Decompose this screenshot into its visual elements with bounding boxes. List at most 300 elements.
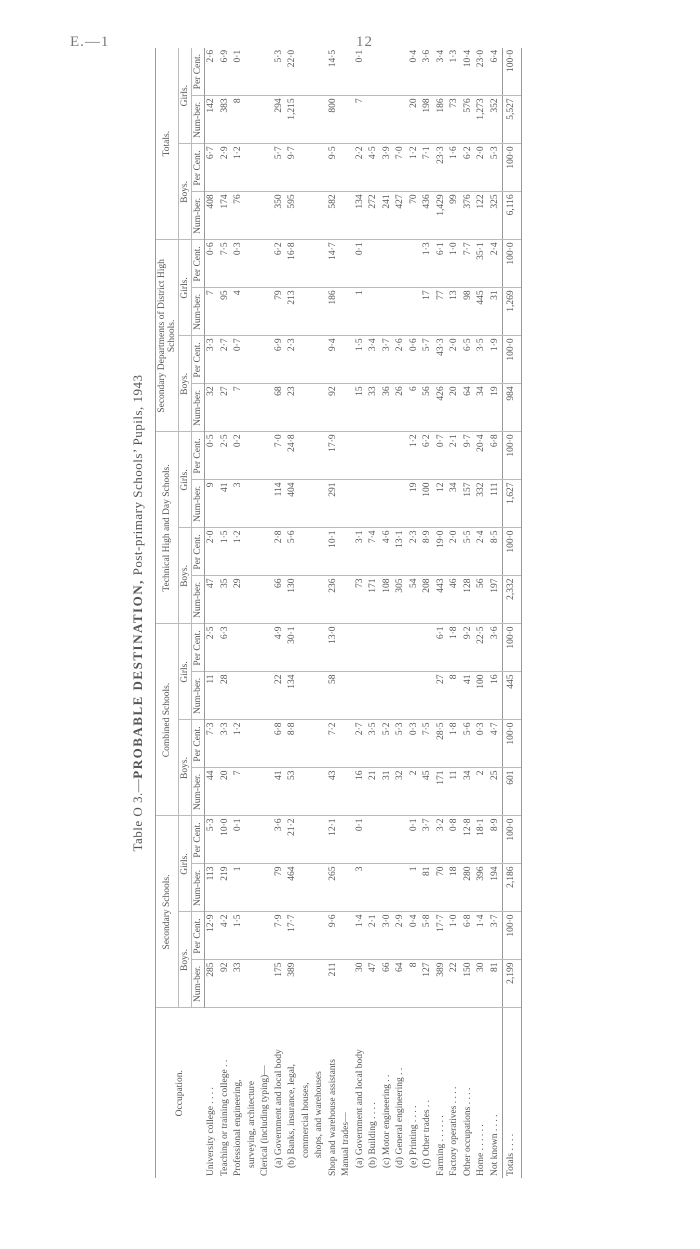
percent-header: Per Cent. bbox=[192, 912, 205, 960]
percent-cell bbox=[381, 432, 395, 480]
number-header: Num-ber. bbox=[192, 288, 205, 336]
number-cell: 5,527 bbox=[503, 96, 522, 144]
number-cell: 186 bbox=[327, 288, 341, 336]
number-cell bbox=[313, 768, 327, 816]
percent-cell: 9·4 bbox=[327, 336, 341, 384]
number-cell: 15 bbox=[354, 384, 368, 432]
percent-cell bbox=[259, 816, 273, 864]
table-row bbox=[408, 48, 422, 1178]
number-cell bbox=[259, 672, 273, 720]
number-cell: 197 bbox=[489, 576, 503, 624]
number-cell: 174 bbox=[219, 192, 233, 240]
number-cell bbox=[313, 288, 327, 336]
percent-cell bbox=[381, 624, 395, 672]
occupation-label: Other occupations . . . . bbox=[462, 1087, 473, 1176]
number-cell bbox=[259, 960, 273, 1008]
number-cell: 16 bbox=[354, 768, 368, 816]
number-cell bbox=[232, 672, 246, 720]
percent-cell: 10·4 bbox=[462, 48, 476, 96]
percent-cell: 28·5 bbox=[435, 720, 449, 768]
number-cell: 1,429 bbox=[435, 192, 449, 240]
number-cell: 576 bbox=[462, 96, 476, 144]
number-cell: 408 bbox=[205, 192, 219, 240]
percent-cell: 3·7 bbox=[381, 336, 395, 384]
number-cell bbox=[313, 192, 327, 240]
percent-cell: 6·5 bbox=[462, 336, 476, 384]
number-cell: 35 bbox=[219, 576, 233, 624]
number-cell: 41 bbox=[273, 768, 287, 816]
number-cell: 8 bbox=[448, 672, 462, 720]
percent-cell bbox=[367, 624, 381, 672]
percent-cell: 14·5 bbox=[327, 48, 341, 96]
percent-header: Per Cent. bbox=[192, 816, 205, 864]
number-cell: 389 bbox=[286, 960, 300, 1008]
percent-header: Per Cent. bbox=[192, 144, 205, 192]
percent-cell: 3·0 bbox=[381, 912, 395, 960]
percent-cell: 5·5 bbox=[462, 528, 476, 576]
number-cell: 150 bbox=[462, 960, 476, 1008]
number-cell bbox=[367, 864, 381, 912]
percent-cell: 2·2 bbox=[354, 144, 368, 192]
number-cell: 46 bbox=[448, 576, 462, 624]
number-cell bbox=[300, 864, 314, 912]
number-cell: 2,332 bbox=[503, 576, 522, 624]
number-cell: 236 bbox=[327, 576, 341, 624]
percent-cell: 1·5 bbox=[219, 528, 233, 576]
percent-cell: 2·9 bbox=[394, 912, 408, 960]
percent-cell: 17·7 bbox=[435, 912, 449, 960]
percent-cell: 6·8 bbox=[489, 432, 503, 480]
number-cell: 305 bbox=[394, 576, 408, 624]
percent-cell: 0·6 bbox=[408, 336, 422, 384]
group-header: Combined Schools. bbox=[156, 624, 179, 816]
percent-cell: 14·7 bbox=[327, 240, 341, 288]
percent-cell: 2·0 bbox=[448, 528, 462, 576]
destination-table bbox=[155, 48, 522, 1178]
number-cell: 7 bbox=[232, 384, 246, 432]
percent-cell: 100·0 bbox=[503, 720, 522, 768]
percent-cell: 7·1 bbox=[421, 144, 435, 192]
percent-cell: 2·9 bbox=[219, 144, 233, 192]
percent-cell: 0·1 bbox=[232, 48, 246, 96]
percent-cell: 6·1 bbox=[435, 624, 449, 672]
percent-cell: 5·7 bbox=[273, 144, 287, 192]
percent-cell bbox=[300, 144, 314, 192]
number-cell: 64 bbox=[462, 384, 476, 432]
percent-cell: 5·7 bbox=[421, 336, 435, 384]
number-cell bbox=[340, 576, 354, 624]
number-cell bbox=[246, 384, 260, 432]
number-cell bbox=[354, 672, 368, 720]
percent-cell: 24·8 bbox=[286, 432, 300, 480]
boys-header: Boys. bbox=[179, 336, 192, 432]
occupation-label: (d) General engineering . . bbox=[395, 1067, 405, 1168]
percent-cell: 100·0 bbox=[503, 624, 522, 672]
number-cell bbox=[408, 288, 422, 336]
percent-cell bbox=[313, 48, 327, 96]
percent-cell: 4·9 bbox=[273, 624, 287, 672]
number-cell: 33 bbox=[367, 384, 381, 432]
percent-cell: 1·2 bbox=[232, 720, 246, 768]
percent-cell: 100·0 bbox=[503, 432, 522, 480]
percent-cell bbox=[259, 48, 273, 96]
number-cell: 9 bbox=[205, 480, 219, 528]
percent-cell: 6·3 bbox=[219, 624, 233, 672]
number-cell: 66 bbox=[381, 960, 395, 1008]
number-cell: 171 bbox=[367, 576, 381, 624]
percent-cell: 2·7 bbox=[354, 720, 368, 768]
percent-header: Per Cent. bbox=[192, 336, 205, 384]
percent-cell: 0·5 bbox=[205, 432, 219, 480]
number-cell: 800 bbox=[327, 96, 341, 144]
girls-header: Girls. bbox=[179, 432, 192, 528]
number-cell bbox=[300, 192, 314, 240]
number-cell bbox=[381, 288, 395, 336]
percent-cell: 2·0 bbox=[475, 144, 489, 192]
percent-cell: 9·7 bbox=[462, 432, 476, 480]
number-cell: 111 bbox=[489, 480, 503, 528]
percent-cell: 1·5 bbox=[232, 912, 246, 960]
number-cell: 426 bbox=[435, 384, 449, 432]
number-cell: 1,215 bbox=[286, 96, 300, 144]
number-cell: 32 bbox=[394, 768, 408, 816]
number-cell: 4 bbox=[232, 288, 246, 336]
table-row bbox=[435, 48, 449, 1178]
percent-cell: 0·1 bbox=[354, 240, 368, 288]
boys-header: Boys. bbox=[179, 720, 192, 816]
percent-cell: 8·9 bbox=[489, 816, 503, 864]
number-cell: 1 bbox=[408, 864, 422, 912]
number-cell bbox=[300, 672, 314, 720]
percent-cell: 3·3 bbox=[205, 336, 219, 384]
percent-cell bbox=[340, 48, 354, 96]
percent-cell: 0·1 bbox=[232, 816, 246, 864]
table-row bbox=[313, 48, 327, 1178]
percent-cell: 12·1 bbox=[327, 816, 341, 864]
percent-cell bbox=[259, 720, 273, 768]
percent-cell: 3·5 bbox=[475, 336, 489, 384]
number-cell bbox=[259, 96, 273, 144]
percent-cell bbox=[300, 528, 314, 576]
occupation-label: Farming . . . . . . bbox=[435, 1115, 446, 1176]
percent-cell: 4·7 bbox=[489, 720, 503, 768]
percent-cell bbox=[394, 48, 408, 96]
number-cell: 21 bbox=[367, 768, 381, 816]
number-cell: 34 bbox=[475, 384, 489, 432]
percent-cell: 2·1 bbox=[367, 912, 381, 960]
number-cell: 27 bbox=[435, 672, 449, 720]
number-cell: 352 bbox=[489, 96, 503, 144]
number-header: Num-ber. bbox=[192, 384, 205, 432]
number-cell bbox=[300, 480, 314, 528]
percent-cell: 9·7 bbox=[286, 144, 300, 192]
percent-cell: 0·3 bbox=[232, 240, 246, 288]
percent-cell: 0·7 bbox=[435, 432, 449, 480]
percent-cell bbox=[394, 624, 408, 672]
table-row bbox=[286, 48, 300, 1178]
number-cell: 19 bbox=[408, 480, 422, 528]
number-cell: 443 bbox=[435, 576, 449, 624]
number-cell: 29 bbox=[232, 576, 246, 624]
number-header: Num-ber. bbox=[192, 576, 205, 624]
number-cell bbox=[246, 192, 260, 240]
percent-cell bbox=[340, 528, 354, 576]
percent-cell: 9·6 bbox=[327, 912, 341, 960]
number-cell: 582 bbox=[327, 192, 341, 240]
percent-cell: 1·2 bbox=[232, 528, 246, 576]
number-cell bbox=[300, 384, 314, 432]
number-cell: 1 bbox=[354, 288, 368, 336]
percent-cell bbox=[246, 912, 260, 960]
number-cell: 30 bbox=[475, 960, 489, 1008]
number-cell: 79 bbox=[273, 864, 287, 912]
table-row bbox=[475, 48, 489, 1178]
number-header: Num-ber. bbox=[192, 192, 205, 240]
table-row bbox=[448, 48, 462, 1178]
number-cell: 99 bbox=[448, 192, 462, 240]
percent-cell: 0·4 bbox=[408, 912, 422, 960]
percent-cell: 7·3 bbox=[205, 720, 219, 768]
number-cell: 294 bbox=[273, 96, 287, 144]
occupation-label: University college . . . . bbox=[205, 1087, 216, 1176]
percent-header: Per Cent. bbox=[192, 624, 205, 672]
percent-cell: 3·7 bbox=[421, 816, 435, 864]
number-cell: 211 bbox=[327, 960, 341, 1008]
number-cell: 2 bbox=[475, 768, 489, 816]
number-cell bbox=[394, 480, 408, 528]
number-cell: 332 bbox=[475, 480, 489, 528]
percent-cell: 6·8 bbox=[462, 912, 476, 960]
percent-cell: 5·6 bbox=[462, 720, 476, 768]
table-row bbox=[232, 48, 246, 1178]
percent-cell: 21·2 bbox=[286, 816, 300, 864]
number-cell: 157 bbox=[462, 480, 476, 528]
number-cell: 18 bbox=[448, 864, 462, 912]
percent-cell: 4·6 bbox=[381, 528, 395, 576]
percent-cell bbox=[259, 432, 273, 480]
number-cell: 350 bbox=[273, 192, 287, 240]
percent-cell: 1·6 bbox=[448, 144, 462, 192]
percent-cell: 1·8 bbox=[448, 720, 462, 768]
percent-cell: 2·6 bbox=[205, 48, 219, 96]
occupation-label: (f) Other trades . . bbox=[422, 1099, 432, 1168]
number-cell: 12 bbox=[435, 480, 449, 528]
number-cell: 81 bbox=[489, 960, 503, 1008]
occupation-label: Teaching or training college . . bbox=[219, 1059, 230, 1176]
boys-header: Boys. bbox=[179, 528, 192, 624]
percent-cell: 6·4 bbox=[489, 48, 503, 96]
table-row bbox=[367, 48, 381, 1178]
percent-cell bbox=[313, 432, 327, 480]
number-cell: 68 bbox=[273, 384, 287, 432]
number-cell: 32 bbox=[205, 384, 219, 432]
percent-cell bbox=[259, 624, 273, 672]
percent-cell: 2·1 bbox=[448, 432, 462, 480]
number-cell: 142 bbox=[205, 96, 219, 144]
number-cell: 134 bbox=[354, 192, 368, 240]
percent-cell: 3·4 bbox=[367, 336, 381, 384]
percent-cell: 100·0 bbox=[503, 336, 522, 384]
number-cell: 427 bbox=[394, 192, 408, 240]
table-row bbox=[259, 48, 273, 1178]
number-cell: 445 bbox=[503, 672, 522, 720]
girls-header: Girls. bbox=[179, 240, 192, 336]
number-cell bbox=[381, 864, 395, 912]
percent-cell: 7·9 bbox=[273, 912, 287, 960]
number-cell: 41 bbox=[219, 480, 233, 528]
number-cell: 41 bbox=[462, 672, 476, 720]
number-cell bbox=[246, 672, 260, 720]
number-cell bbox=[300, 576, 314, 624]
number-cell: 58 bbox=[327, 672, 341, 720]
percent-cell: 7·0 bbox=[394, 144, 408, 192]
number-cell bbox=[300, 288, 314, 336]
percent-cell bbox=[367, 240, 381, 288]
percent-cell: 13·1 bbox=[394, 528, 408, 576]
percent-cell bbox=[313, 336, 327, 384]
number-cell: 6,116 bbox=[503, 192, 522, 240]
occupation-label: Clerical (including typing)— bbox=[260, 1065, 270, 1176]
table-row bbox=[273, 48, 287, 1178]
percent-cell: 8·9 bbox=[421, 528, 435, 576]
number-header: Num-ber. bbox=[192, 672, 205, 720]
number-cell: 2,199 bbox=[503, 960, 522, 1008]
percent-cell: 4·2 bbox=[219, 912, 233, 960]
percent-cell: 10·0 bbox=[219, 816, 233, 864]
number-cell: 128 bbox=[462, 576, 476, 624]
percent-cell: 7·5 bbox=[421, 720, 435, 768]
number-cell: 92 bbox=[219, 960, 233, 1008]
percent-cell: 2·7 bbox=[219, 336, 233, 384]
percent-cell: 2·4 bbox=[475, 528, 489, 576]
number-cell bbox=[313, 96, 327, 144]
number-cell bbox=[246, 864, 260, 912]
number-cell bbox=[259, 864, 273, 912]
number-cell: 47 bbox=[367, 960, 381, 1008]
percent-cell: 3·3 bbox=[219, 720, 233, 768]
number-cell bbox=[367, 672, 381, 720]
number-cell: 54 bbox=[408, 576, 422, 624]
number-cell: 22 bbox=[448, 960, 462, 1008]
percent-cell bbox=[394, 816, 408, 864]
group-header: Totals. bbox=[156, 48, 179, 240]
title-suffix: Post-primary Schools’ Pupils, 1943 bbox=[130, 374, 145, 576]
number-cell: 1,269 bbox=[503, 288, 522, 336]
percent-cell: 6·2 bbox=[421, 432, 435, 480]
girls-header: Girls. bbox=[179, 816, 192, 912]
percent-cell bbox=[367, 48, 381, 96]
percent-cell: 43·3 bbox=[435, 336, 449, 384]
percent-cell: 1·5 bbox=[354, 336, 368, 384]
table-row bbox=[219, 48, 233, 1178]
percent-cell: 0·3 bbox=[408, 720, 422, 768]
number-cell: 7 bbox=[205, 288, 219, 336]
number-cell: 23 bbox=[286, 384, 300, 432]
percent-cell: 30·1 bbox=[286, 624, 300, 672]
number-cell: 19 bbox=[489, 384, 503, 432]
number-cell: 194 bbox=[489, 864, 503, 912]
percent-cell: 2·5 bbox=[219, 432, 233, 480]
number-cell bbox=[367, 480, 381, 528]
percent-cell: 6·8 bbox=[273, 720, 287, 768]
number-cell bbox=[340, 672, 354, 720]
number-cell: 13 bbox=[448, 288, 462, 336]
percent-cell: 6·9 bbox=[219, 48, 233, 96]
percent-cell: 10·1 bbox=[327, 528, 341, 576]
percent-cell: 22·5 bbox=[475, 624, 489, 672]
percent-cell bbox=[367, 432, 381, 480]
percent-cell: 6·2 bbox=[273, 240, 287, 288]
number-cell: 64 bbox=[394, 960, 408, 1008]
title-prefix: Table O 3.— bbox=[130, 778, 145, 852]
percent-cell bbox=[340, 432, 354, 480]
group-header: Secondary Schools. bbox=[156, 816, 179, 1008]
percent-cell: 0·4 bbox=[408, 48, 422, 96]
percent-cell: 17·9 bbox=[327, 432, 341, 480]
percent-cell: 20·4 bbox=[475, 432, 489, 480]
occupation-label: shops, and warehouses bbox=[314, 1071, 324, 1158]
percent-cell: 2·8 bbox=[273, 528, 287, 576]
percent-cell: 12·9 bbox=[205, 912, 219, 960]
totals-row bbox=[503, 48, 522, 1178]
percent-cell bbox=[259, 528, 273, 576]
percent-cell: 7·0 bbox=[273, 432, 287, 480]
percent-cell: 1·4 bbox=[354, 912, 368, 960]
percent-cell: 100·0 bbox=[503, 240, 522, 288]
table-row bbox=[462, 48, 476, 1178]
number-cell bbox=[246, 768, 260, 816]
percent-cell: 3·4 bbox=[435, 48, 449, 96]
percent-cell: 6·9 bbox=[273, 336, 287, 384]
percent-cell: 7·5 bbox=[219, 240, 233, 288]
percent-cell bbox=[340, 624, 354, 672]
percent-cell: 4·5 bbox=[367, 144, 381, 192]
number-header: Num-ber. bbox=[192, 960, 205, 1008]
number-cell: 404 bbox=[286, 480, 300, 528]
number-cell: 464 bbox=[286, 864, 300, 912]
number-cell: 47 bbox=[205, 576, 219, 624]
number-cell: 186 bbox=[435, 96, 449, 144]
percent-cell: 2·4 bbox=[489, 240, 503, 288]
number-cell bbox=[381, 480, 395, 528]
occupation-label: (e) Printing . . . . bbox=[408, 1105, 419, 1168]
occupation-label: Manual trades— bbox=[341, 1112, 351, 1176]
number-cell: 595 bbox=[286, 192, 300, 240]
group-header: Technical High and Day Schools. bbox=[156, 432, 179, 624]
percent-cell: 0·1 bbox=[354, 48, 368, 96]
percent-cell bbox=[313, 912, 327, 960]
number-cell bbox=[313, 960, 327, 1008]
percent-cell: 3·6 bbox=[421, 48, 435, 96]
number-cell bbox=[313, 576, 327, 624]
percent-cell: 100·0 bbox=[503, 912, 522, 960]
number-cell: 175 bbox=[273, 960, 287, 1008]
number-cell: 17 bbox=[421, 288, 435, 336]
number-cell bbox=[340, 192, 354, 240]
number-cell: 272 bbox=[367, 192, 381, 240]
percent-cell bbox=[394, 432, 408, 480]
percent-cell: 3·7 bbox=[489, 912, 503, 960]
number-cell: 70 bbox=[435, 864, 449, 912]
percent-cell: 7·4 bbox=[367, 528, 381, 576]
table-row bbox=[327, 48, 341, 1178]
percent-cell: 3·6 bbox=[489, 624, 503, 672]
number-cell: 98 bbox=[462, 288, 476, 336]
occupation-label: Factory operatives . . . . bbox=[449, 1086, 459, 1176]
number-cell: 34 bbox=[462, 768, 476, 816]
percent-cell: 5·3 bbox=[394, 720, 408, 768]
percent-cell bbox=[246, 336, 260, 384]
